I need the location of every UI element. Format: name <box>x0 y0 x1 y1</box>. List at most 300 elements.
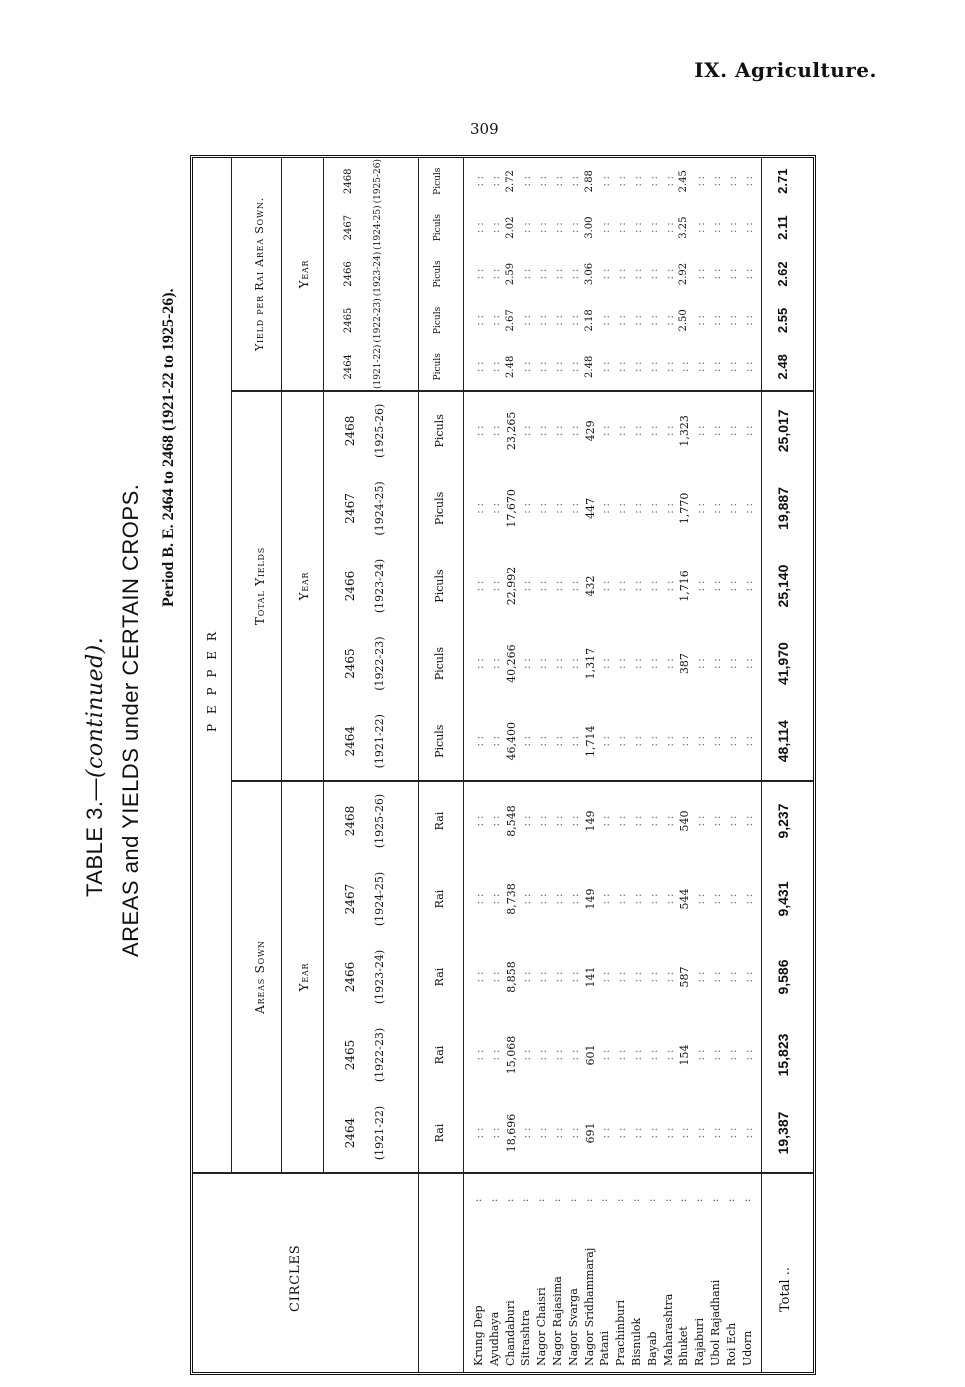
empty-cell: : : <box>725 1127 739 1139</box>
empty-cell: : : <box>536 268 550 280</box>
empty-cell: : : <box>694 658 708 670</box>
table-cell: 46,400 <box>504 721 518 761</box>
year-header: 2467 <box>343 883 357 915</box>
empty-cell: : : <box>631 361 644 373</box>
total-cell: 19,387 <box>775 1111 791 1155</box>
total-cell: 2.11 <box>775 215 790 240</box>
table-cell: 387 <box>678 653 692 675</box>
empty-cell: : : <box>694 314 708 326</box>
empty-cell: : : <box>662 658 676 670</box>
empty-cell: : : <box>567 425 581 437</box>
leader-dots: : <box>567 1197 579 1202</box>
circle-name: Sitrashtra <box>519 1309 533 1366</box>
empty-cell: : : <box>536 893 550 905</box>
year-range-header: (1925-26) <box>373 793 386 849</box>
empty-cell: : : <box>536 314 550 326</box>
total-cell: 25,017 <box>775 409 791 453</box>
empty-cell: : : <box>631 1127 644 1139</box>
table-cell: 8,738 <box>504 883 518 915</box>
empty-cell: : : <box>646 175 660 187</box>
leader-dots: : <box>504 1197 516 1202</box>
unit-label: Rai <box>433 1045 446 1065</box>
table-cell: 601 <box>583 1044 597 1066</box>
empty-cell: : : <box>710 893 723 905</box>
empty-cell: : : <box>520 580 534 592</box>
table-cell: 2.45 <box>678 170 690 193</box>
empty-cell: : : <box>615 815 629 827</box>
empty-cell: : : <box>615 222 629 234</box>
empty-cell: : : <box>552 580 565 592</box>
leader-dots: : <box>520 1197 532 1202</box>
empty-cell: : : <box>725 1049 739 1061</box>
empty-cell: : : <box>552 735 565 747</box>
empty-cell: : : <box>694 268 708 280</box>
empty-cell: : : <box>710 425 723 437</box>
table-cell: 8,858 <box>504 961 518 993</box>
empty-cell: : : <box>615 735 629 747</box>
unit-label: Piculs <box>433 306 443 335</box>
empty-cell: : : <box>662 175 676 187</box>
empty-cell: : : <box>694 893 708 905</box>
empty-cell: : : <box>662 502 676 514</box>
unit-label: Piculs <box>433 569 446 603</box>
total-cell: 25,140 <box>775 564 791 608</box>
crop-rule <box>231 158 232 1172</box>
empty-cell: : : <box>520 175 534 187</box>
empty-cell: : : <box>599 658 613 670</box>
empty-cell: : : <box>615 1049 629 1061</box>
table-cell: 23,265 <box>504 411 518 451</box>
empty-cell: : : <box>473 580 486 592</box>
year-range-header: (1925-26) <box>373 159 383 204</box>
empty-cell: : : <box>567 1049 581 1061</box>
empty-cell: : : <box>662 268 676 280</box>
leader-dots: : <box>678 1197 690 1202</box>
empty-cell: : : <box>710 268 723 280</box>
empty-cell: : : <box>552 893 565 905</box>
year-header: 2465 <box>343 1039 357 1071</box>
empty-cell: : : <box>694 815 708 827</box>
empty-cell: : : <box>567 735 581 747</box>
empty-cell: : : <box>741 1049 755 1061</box>
empty-cell: : : <box>536 580 550 592</box>
empty-cell: : : <box>552 314 565 326</box>
empty-cell: : : <box>536 658 550 670</box>
empty-cell: : : <box>662 361 676 373</box>
table-cell: 154 <box>678 1044 692 1066</box>
total-label: Total .. <box>778 1266 793 1312</box>
table-period: Period B. E. 2464 to 2468 (1921-22 to 1925-26). <box>160 288 177 607</box>
empty-cell: : : <box>599 580 613 592</box>
circles-header: CIRCLES <box>288 1244 303 1312</box>
empty-cell: : : <box>710 735 723 747</box>
leader-dots: : <box>631 1197 642 1202</box>
empty-cell: : : <box>741 175 755 187</box>
unit-label: Piculs <box>433 724 446 758</box>
unit-label: Rai <box>433 967 446 987</box>
empty-cell: : : <box>725 971 739 983</box>
empty-cell: : : <box>631 658 644 670</box>
empty-cell: : : <box>678 1127 692 1139</box>
leader-dots: : <box>552 1197 563 1202</box>
leader-dots: : <box>646 1197 658 1202</box>
per-rai-group-header: Yield per Rai Area Sown. <box>253 196 266 352</box>
empty-cell: : : <box>631 815 644 827</box>
empty-cell: : : <box>725 502 739 514</box>
empty-cell: : : <box>725 425 739 437</box>
empty-cell: : : <box>567 175 581 187</box>
table-cell: 1,714 <box>583 725 597 757</box>
empty-cell: : : <box>615 175 629 187</box>
circle-name: Patani <box>598 1330 612 1366</box>
table-cell: 447 <box>583 497 597 519</box>
empty-cell: : : <box>599 175 613 187</box>
year-header: 2468 <box>343 168 354 194</box>
empty-cell: : : <box>741 971 755 983</box>
empty-cell: : : <box>646 314 660 326</box>
empty-cell: : : <box>520 361 534 373</box>
empty-cell: : : <box>552 175 565 187</box>
empty-cell: : : <box>599 268 613 280</box>
year-range-header: (1923-24) <box>373 251 383 297</box>
table-cell: 40,266 <box>504 644 518 683</box>
empty-cell: : : <box>646 502 660 514</box>
empty-cell: : : <box>599 361 613 373</box>
empty-cell: : : <box>646 815 660 827</box>
table-cell: 587 <box>678 966 692 988</box>
empty-cell: : : <box>631 735 644 747</box>
empty-cell: : : <box>473 268 486 280</box>
empty-cell: : : <box>694 361 708 373</box>
empty-cell: : : <box>710 361 723 373</box>
empty-cell: : : <box>473 425 486 437</box>
empty-cell: : : <box>631 502 644 514</box>
page-number: 309 <box>470 120 499 138</box>
table-cell: 149 <box>583 888 597 910</box>
empty-cell: : : <box>741 1127 755 1139</box>
empty-cell: : : <box>488 580 502 592</box>
empty-cell: : : <box>710 815 723 827</box>
empty-cell: : : <box>662 580 676 592</box>
empty-cell: : : <box>646 1049 660 1061</box>
empty-cell: : : <box>694 175 708 187</box>
empty-cell: : : <box>694 222 708 234</box>
empty-cell: : : <box>488 658 502 670</box>
empty-cell: : : <box>725 580 739 592</box>
data-table <box>190 155 816 1375</box>
unit-label: Rai <box>433 1123 446 1143</box>
unit-label: Piculs <box>433 414 446 448</box>
year-range-header: (1922-23) <box>373 636 386 691</box>
empty-cell: : : <box>710 175 723 187</box>
empty-cell: : : <box>725 658 739 670</box>
table-cell: 2.48 <box>504 355 516 378</box>
empty-cell: : : <box>599 1127 613 1139</box>
empty-cell: : : <box>741 268 755 280</box>
empty-cell: : : <box>662 893 676 905</box>
empty-cell: : : <box>662 1127 676 1139</box>
total-cell: 2.55 <box>775 307 790 334</box>
table-cell: 2.92 <box>678 262 690 286</box>
unit-label: Piculs <box>433 167 443 195</box>
empty-cell: : : <box>520 815 534 827</box>
empty-cell: : : <box>662 425 676 437</box>
section-title: IX. Agriculture. <box>694 58 877 82</box>
empty-cell: : : <box>710 314 723 326</box>
circle-name: Rajaburi <box>693 1318 707 1366</box>
empty-cell: : : <box>646 1127 660 1139</box>
table-cell: 17,670 <box>504 489 518 528</box>
empty-cell: : : <box>536 1127 550 1139</box>
header-bottom-rule <box>418 158 419 1372</box>
year-range-header: (1924-25) <box>373 871 386 927</box>
empty-cell: : : <box>631 580 644 592</box>
circle-name: Nagor Sridhammaraj <box>582 1247 596 1366</box>
year-range-header: (1923-24) <box>373 949 386 1005</box>
empty-cell: : : <box>473 658 486 670</box>
empty-cell: : : <box>662 1049 676 1061</box>
table-cell: 18,696 <box>504 1113 518 1153</box>
empty-cell: : : <box>567 222 581 234</box>
total-cell: 15,823 <box>775 1033 791 1077</box>
year-range-header: (1925-26) <box>373 403 386 458</box>
empty-cell: : : <box>615 314 629 326</box>
circle-name: Prachinburi <box>614 1300 628 1366</box>
table-cell: 1,317 <box>583 647 597 680</box>
empty-cell: : : <box>473 971 486 983</box>
empty-cell: : : <box>725 361 739 373</box>
leader-dots: : <box>725 1197 737 1202</box>
empty-cell: : : <box>662 222 676 234</box>
crop-name: P E P P E R <box>205 629 219 732</box>
total-rule <box>761 158 762 1372</box>
empty-cell: : : <box>646 735 660 747</box>
empty-cell: : : <box>473 222 486 234</box>
table-cell: 149 <box>583 810 597 832</box>
empty-cell: : : <box>646 658 660 670</box>
total-cell: 2.71 <box>775 168 790 194</box>
empty-cell: : : <box>631 971 644 983</box>
empty-cell: : : <box>520 222 534 234</box>
table-cell: 1,770 <box>678 492 692 525</box>
circle-name: Ubol Rajadhani <box>709 1279 722 1366</box>
empty-cell: : : <box>662 735 676 747</box>
year-header: 2466 <box>343 570 357 602</box>
circle-name: Bhuket <box>677 1326 691 1366</box>
empty-cell: : : <box>741 502 755 514</box>
leader-dots: : <box>599 1197 611 1202</box>
empty-cell: : : <box>536 1049 550 1061</box>
year-header: 2464 <box>343 725 357 757</box>
year-rule <box>323 158 324 1172</box>
empty-cell: : : <box>615 1127 629 1139</box>
empty-cell: : : <box>567 971 581 983</box>
empty-cell: : : <box>646 971 660 983</box>
total-cell: 9,431 <box>775 881 791 917</box>
empty-cell: : : <box>552 502 565 514</box>
empty-cell: : : <box>552 815 565 827</box>
table-cell: 2.72 <box>504 170 516 193</box>
empty-cell: : : <box>536 735 550 747</box>
empty-cell: : : <box>725 175 739 187</box>
empty-cell: : : <box>473 502 486 514</box>
table-cell: 3.00 <box>583 216 595 239</box>
total-cell: 19,887 <box>775 487 791 530</box>
empty-cell: : : <box>473 314 486 326</box>
leader-dots: : <box>662 1197 674 1202</box>
circle-name: Chandaburi <box>503 1300 517 1366</box>
empty-cell: : : <box>710 971 723 983</box>
year-range-header: (1921-22) <box>373 1105 386 1161</box>
empty-cell: : : <box>567 893 581 905</box>
empty-cell: : : <box>536 175 550 187</box>
empty-cell: : : <box>552 361 565 373</box>
empty-cell: : : <box>615 361 629 373</box>
table-cell: 691 <box>583 1122 597 1144</box>
total-cell: 9,586 <box>775 959 791 995</box>
empty-cell: : : <box>615 425 629 437</box>
areas-year-label: Year <box>297 962 311 992</box>
empty-cell: : : <box>552 425 565 437</box>
circle-name: Krung Dep <box>472 1305 485 1366</box>
circle-name: Maharashtra <box>661 1293 675 1366</box>
empty-cell: : : <box>552 1127 565 1139</box>
empty-cell: : : <box>646 222 660 234</box>
year-header: 2464 <box>343 354 354 380</box>
year-range-header: (1924-25) <box>373 205 383 250</box>
table-cell: 2.48 <box>583 355 595 378</box>
empty-cell: : : <box>520 502 534 514</box>
empty-cell: : : <box>488 815 502 827</box>
empty-cell: : : <box>599 425 613 437</box>
empty-cell: : : <box>662 971 676 983</box>
leader-dots: : <box>473 1197 484 1202</box>
empty-cell: : : <box>615 268 629 280</box>
empty-cell: : : <box>520 268 534 280</box>
year-header: 2464 <box>343 1117 357 1149</box>
table-cell: 2.18 <box>583 309 595 332</box>
circle-name: Bisnulok <box>630 1317 643 1366</box>
unit-label: Rai <box>433 889 446 909</box>
empty-cell: : : <box>710 222 723 234</box>
empty-cell: : : <box>473 175 486 187</box>
empty-cell: : : <box>631 314 644 326</box>
leader-dots: : <box>710 1197 721 1202</box>
empty-cell: : : <box>694 735 708 747</box>
empty-cell: : : <box>520 735 534 747</box>
empty-cell: : : <box>615 502 629 514</box>
empty-cell: : : <box>488 222 502 234</box>
year-range-header: (1921-22) <box>373 344 383 390</box>
table-cell: 429 <box>583 420 597 442</box>
table-cell: 3.25 <box>678 216 690 239</box>
empty-cell: : : <box>662 815 676 827</box>
empty-cell: : : <box>646 361 660 373</box>
empty-cell: : : <box>694 425 708 437</box>
empty-cell: : : <box>646 893 660 905</box>
empty-cell: : : <box>694 1127 708 1139</box>
empty-cell: : : <box>615 971 629 983</box>
circle-name: Nagor Svarga <box>566 1288 580 1366</box>
empty-cell: : : <box>694 971 708 983</box>
empty-cell: : : <box>552 971 565 983</box>
year-header: 2468 <box>343 415 357 447</box>
empty-cell: : : <box>694 1049 708 1061</box>
units-rule <box>463 158 464 1372</box>
group-rule <box>281 158 282 1172</box>
empty-cell: : : <box>567 815 581 827</box>
empty-cell: : : <box>615 658 629 670</box>
circle-name: Roi Ech <box>724 1322 738 1366</box>
empty-cell: : : <box>567 580 581 592</box>
empty-cell: : : <box>725 314 739 326</box>
table-cell: 141 <box>583 966 597 988</box>
table-subtitle: AREAS and YIELDS under CERTAIN CROPS. <box>118 483 143 957</box>
empty-cell: : : <box>646 580 660 592</box>
circle-name: Ayudhaya <box>487 1311 501 1366</box>
table-cell: 3.06 <box>583 262 595 286</box>
empty-cell: : : <box>631 893 644 905</box>
empty-cell: : : <box>552 268 565 280</box>
empty-cell: : : <box>520 893 534 905</box>
empty-cell: : : <box>567 314 581 326</box>
empty-cell: : : <box>678 735 692 747</box>
empty-cell: : : <box>567 502 581 514</box>
total-cell: 9,237 <box>775 803 791 839</box>
areas-group-header: Areas Sown <box>253 940 267 1014</box>
year-header: 2468 <box>343 805 357 837</box>
leader-dots: : <box>583 1197 595 1202</box>
empty-cell: : : <box>710 1127 723 1139</box>
circle-name: Bayab <box>645 1331 659 1366</box>
year-header: 2467 <box>343 214 354 241</box>
empty-cell: : : <box>599 1049 613 1061</box>
empty-cell: : : <box>725 893 739 905</box>
per-rai-year-label: Year <box>297 259 311 289</box>
unit-label: Piculs <box>433 213 443 242</box>
empty-cell: : : <box>536 361 550 373</box>
empty-cell: : : <box>725 815 739 827</box>
table-cell: 2.50 <box>678 309 690 332</box>
unit-label: Piculs <box>433 260 443 288</box>
empty-cell: : : <box>599 815 613 827</box>
table-cell: 544 <box>678 888 692 910</box>
empty-cell: : : <box>741 658 755 670</box>
empty-cell: : : <box>741 580 755 592</box>
empty-cell: : : <box>552 1049 565 1061</box>
table-cell: 2.67 <box>504 309 516 332</box>
empty-cell: : : <box>567 268 581 280</box>
table-title: TABLE 3.—(continued). <box>82 636 108 897</box>
empty-cell: : : <box>741 314 755 326</box>
empty-cell: : : <box>567 1127 581 1139</box>
yields-group-header: Total Yields <box>253 546 267 626</box>
empty-cell: : : <box>520 1049 534 1061</box>
table-cell: 540 <box>678 810 692 832</box>
circle-name: Nagor Chaisri <box>535 1287 549 1366</box>
empty-cell: : : <box>694 580 708 592</box>
total-cell: 2.48 <box>775 354 790 380</box>
year-range-header: (1922-23) <box>373 1027 386 1083</box>
total-cell: 2.62 <box>775 261 790 287</box>
table-cell: 432 <box>583 575 597 597</box>
leader-dots: : <box>694 1197 706 1202</box>
empty-cell: : : <box>631 222 644 234</box>
empty-cell: : : <box>741 815 755 827</box>
table-cell: 2.88 <box>583 170 595 193</box>
empty-cell: : : <box>473 893 486 905</box>
empty-cell: : : <box>536 971 550 983</box>
